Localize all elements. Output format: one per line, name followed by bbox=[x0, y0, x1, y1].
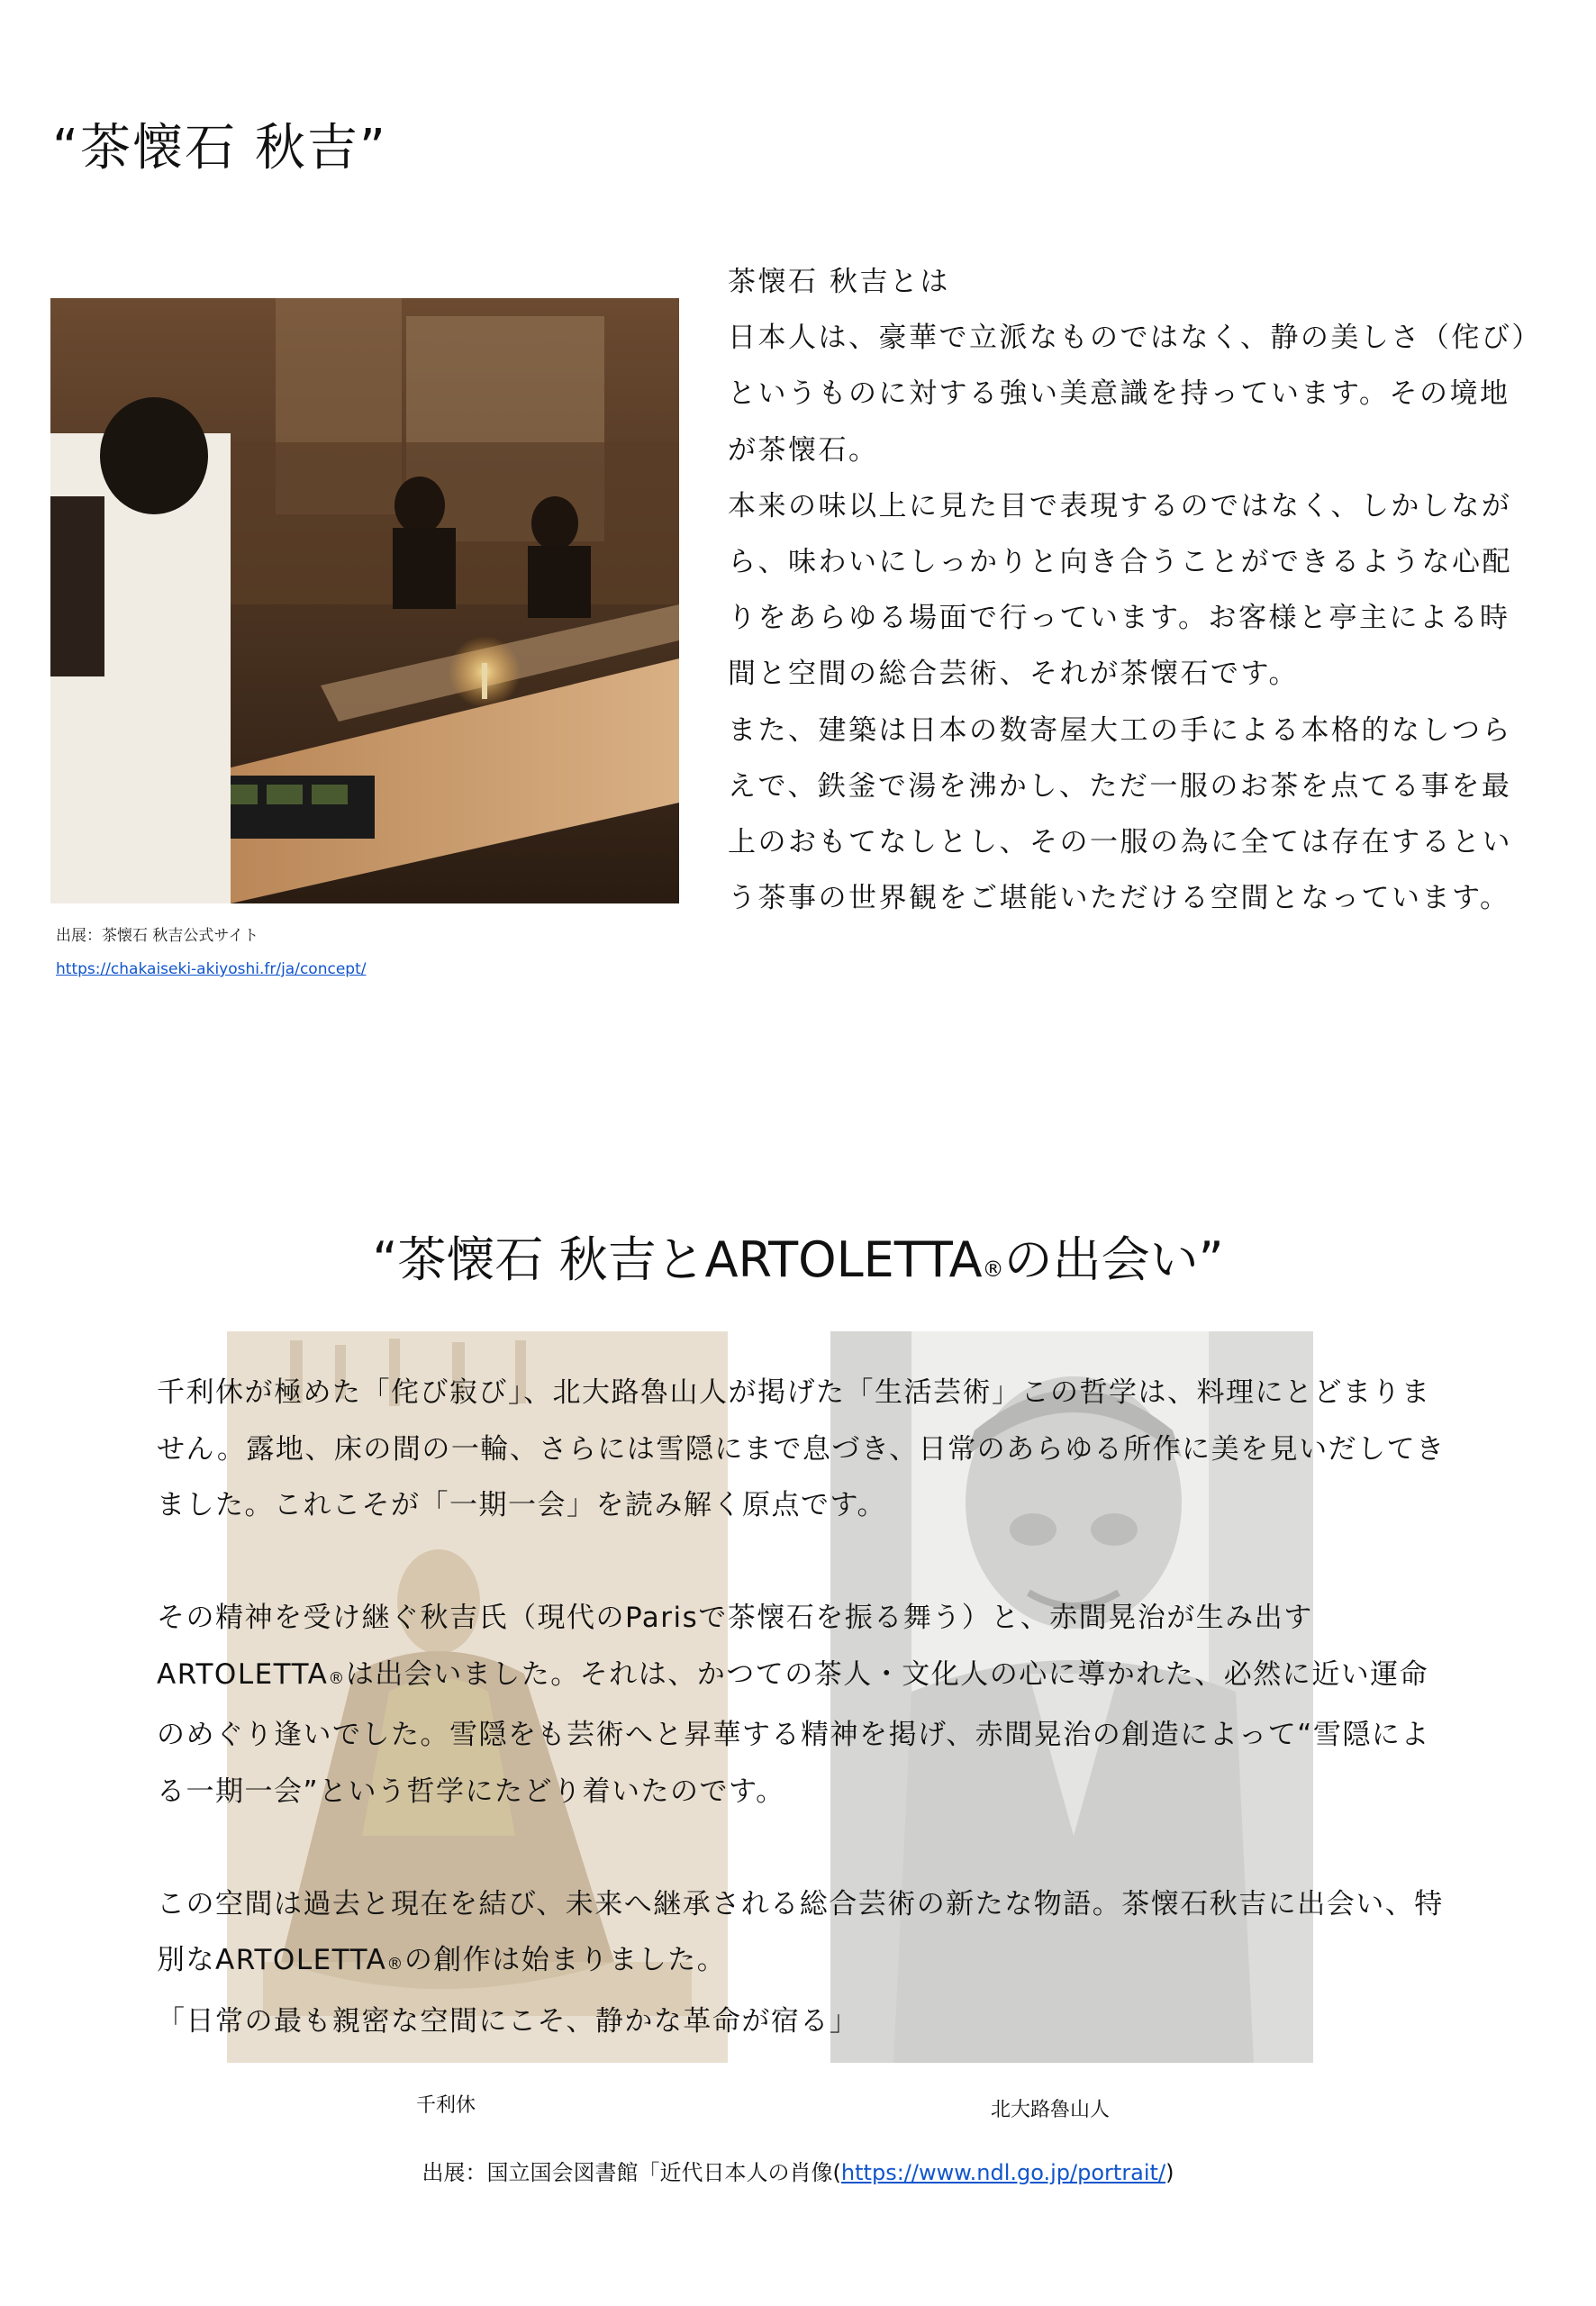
registered-mark: ® bbox=[386, 1955, 404, 1974]
intro-paragraph: 本来の味以上に見た目で表現するのではなく、しかしながら、味わいにしっかりと向き合うことができるような心配りをあらゆる場面で行っています。お客様と亭主による時間と空間の総合芸術、それが茶懐石です。 bbox=[728, 489, 1512, 691]
registered-mark: ® bbox=[982, 1257, 1004, 1282]
text-part: その精神を受け継ぐ秋吉氏（現代のParisで茶懐石を振る舞う）と、赤間晃治が生み出すARTOLETTA bbox=[157, 1602, 1313, 1691]
closing-quote: 「日常の最も親密な空間にこそ、静かな革命が宿る」 bbox=[157, 2004, 859, 2038]
title-part: の出会い” bbox=[1003, 1231, 1224, 1288]
essay-text bbox=[157, 1365, 1454, 2049]
portrait-label-right: 北大路魯山人 bbox=[991, 2099, 1111, 2121]
ndl-portrait-link[interactable]: https://www.ndl.go.jp/portrait/ bbox=[840, 2160, 1166, 2185]
restaurant-interior-image bbox=[50, 298, 679, 903]
text-part: この空間は過去と現在を結び、未来へ継承される総合芸術の新たな物語。茶懐石秋吉に出会い、特別なARTOLETTA bbox=[157, 1887, 1444, 1976]
essay-paragraph-1: 千利休が極めた「侘び寂び」、北大路魯山人が掲げた「生活芸術」この哲学は、料理にとどまりません。露地、床の間の一輪、さらには雪隠にまで息づき、日常のあらゆる所作に美を見いだしてきました。これこそが「一期一会」を読み解く原点です。 bbox=[157, 1376, 1446, 1521]
source-suffix: ) bbox=[1165, 2160, 1174, 2185]
source-prefix: 出展：国立国会図書館「近代日本人の肖像( bbox=[422, 2160, 841, 2185]
intro-text bbox=[728, 254, 1531, 926]
section-title: “茶懐石 秋吉” bbox=[52, 119, 387, 177]
essay-paragraph-3 bbox=[157, 1876, 1454, 2050]
intro-heading: 茶懐石 秋吉とは bbox=[728, 266, 950, 298]
text-part: の創作は始まりました。 bbox=[404, 1944, 727, 1976]
intro-paragraph: 日本人は、豪華で立派なものではなく、静の美しさ（侘び）というものに対する強い美意識を持っています。その境地が茶懐石。 bbox=[728, 322, 1528, 467]
intro-paragraph: また、建築は日本の数寄屋大工の手による本格的なしつらえで、鉄釜で湯を沸かし、ただ一服のお茶を点てる事を最上のおもてなしとし、その一服の為に全ては存在するという茶事の世界観をご堪能いただける空間となっています。 bbox=[728, 713, 1512, 915]
restaurant-photo bbox=[50, 298, 679, 903]
section-title-encounter bbox=[0, 1221, 1596, 1291]
portrait-source bbox=[0, 2155, 1596, 2186]
registered-mark: ® bbox=[328, 1668, 346, 1688]
title-part: “茶懐石 秋吉とARTOLETTA bbox=[372, 1231, 983, 1288]
photo-source-link[interactable]: https://chakaiseki-akiyoshi.fr/ja/concept/ bbox=[56, 960, 367, 978]
photo-caption: 出展：茶懐石 秋吉公式サイト bbox=[56, 927, 259, 945]
essay-paragraph-2 bbox=[157, 1590, 1454, 1820]
text-part: は出会いました。それは、かつての茶人・文化人の心に導かれた、必然に近い運命のめぐり逢いでした。雪隠をも芸術へと昇華する精神を掲げ、赤間晃治の創造によって“雪隠による一期一会”という哲学にたどり着いたのです。 bbox=[157, 1657, 1430, 1808]
portrait-label-left: 千利休 bbox=[416, 2094, 476, 2117]
